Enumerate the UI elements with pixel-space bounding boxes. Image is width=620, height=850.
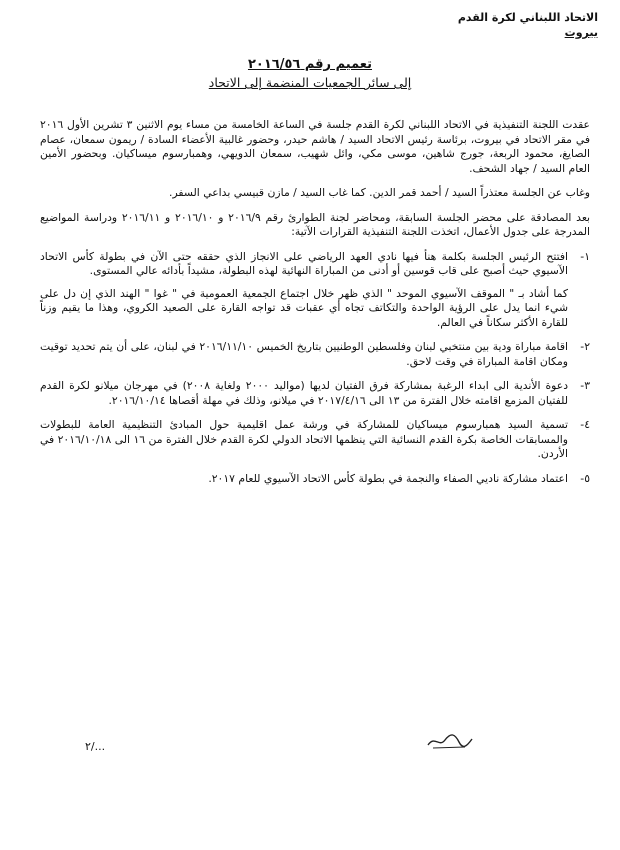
decision-item xyxy=(40,379,590,408)
org-city: بيروت xyxy=(564,26,598,39)
decision-text: اقامة مباراة ودية بين منتخبي لبنان وفلسطين الوطنيين بتاريخ الخميس ٢٠١٦/١١/١٠ في لبنان، على أن يتم تحديد توقيت ومكان اقامة المباراة في وقت لاحق. xyxy=(40,340,568,368)
decision-number: ٢- xyxy=(580,340,590,353)
document-body xyxy=(40,118,590,496)
decisions-intro-paragraph: بعد المصادقة على محضر الجلسة السابقة، ومحاضر لجنة الطوارئ رقم ٢٠١٦/٩ و ٢٠١٦/١٠ و ٢٠١٦/١١ ودراسة المواضيع المدرجة على جدول الأعمال، اتخذت اللجنة التنفيذية القرارات الآتية: xyxy=(40,210,591,238)
decision-text: افتتح الرئيس الجلسة بكلمة هنأ فيها نادي العهد الرياضي على الانجاز الذي حققه حتى الآن في بطولة كأس الاتحاد الآسيوي حيث أصبح على قاب قوسين أو أدنى من المباراة النهائية لهذه البطولة، مشيداً بأدائه عالي المستوى. xyxy=(40,249,568,277)
decision-number: ٤- xyxy=(580,418,590,431)
decision-text: اعتماد مشاركة ناديي الصفاء والنجمة في بطولة كأس الاتحاد الآسيوي للعام ٢٠١٧. xyxy=(208,471,568,485)
decision-item xyxy=(40,340,590,369)
decision-text: تسمية السيد همبارسوم ميساكيان للمشاركة في ورشة عمل اقليمية حول المبادئ التنظيمية العامة للبطولات والمسابقات الخاصة بكرة القدم النسائية التي ينظمها الاتحاد الدولي لكرة القدم خلال الفترة من ١٦ الى ٢٠١٦/١٠/١٨ في الأردن. xyxy=(40,418,569,460)
decision-item xyxy=(40,250,590,331)
decision-text: دعوة الأندية الى ابداء الرغبة بمشاركة فرق الفتيان لديها (مواليد ٢٠٠٠ ولغاية ٢٠٠٨) في مهرجان ميلانو لكرة القدم للفتيان المزمع اقامته خلال الفترة من ١٣ الى ٢٠١٧/٤/١٦ في ميلانو، وذلك في مهلة أقصاها ٢٠١٦/١٠/١٤. xyxy=(40,379,569,407)
decision-item xyxy=(40,418,590,462)
circular-addressee: إلى سائر الجمعيات المنضمة إلى الاتحاد xyxy=(208,75,412,90)
decision-number: ١- xyxy=(580,249,590,263)
intro-paragraph: عقدت اللجنة التنفيذية في الاتحاد اللبناني لكرة القدم جلسة في الساعة الخامسة من مساء يوم الاثنين ٣ تشرين الأول ٢٠١٦ في مقر الاتحاد في بيروت، برئاسة رئيس الاتحاد السيد / هاشم حيدر، وحضور غالبية الأعضاء السادة / ريمون سمعان، عصام الصايغ، محمود الربعة، جورج شاهين، موسى مكي، وائل شهيب، سمعان الدويهي، وهمبارسوم ميساكيان. وبحضور الأمين العام السيد / جهاد الشحف. xyxy=(40,118,590,175)
title-block xyxy=(0,56,620,92)
decision-item xyxy=(40,472,590,487)
letterhead xyxy=(338,10,598,40)
decision-number: ٣- xyxy=(580,379,590,392)
org-name: الاتحاد اللبناني لكرة القدم xyxy=(457,11,598,24)
circular-title: تعميم رقم ٢٠١٦/٥٦ xyxy=(247,57,373,72)
decision-number: ٥- xyxy=(580,471,590,485)
decision-subtext: كما أشاد بـ " الموقف الآسيوي الموحد " الذي ظهر خلال اجتماع الجمعية العمومية في " غوا " الهند الذي إن دل على شيء انما يدل على الرؤية الواحدة والتكاتف تجاه أي عقبات قد تواجه القارة على الصعيد الكروي، وهذا ما يقيم وزناً للقارة الأكثر سكاناً في العالم. xyxy=(40,286,568,329)
absent-paragraph: وغاب عن الجلسة معتذراً السيد / أحمد قمر الدين. كما غاب السيد / مازن قبيسي بداعي السفر. xyxy=(169,186,590,199)
decision-content xyxy=(40,250,568,331)
page-number: ٢/... xyxy=(85,740,106,753)
signature-mark xyxy=(425,730,475,752)
